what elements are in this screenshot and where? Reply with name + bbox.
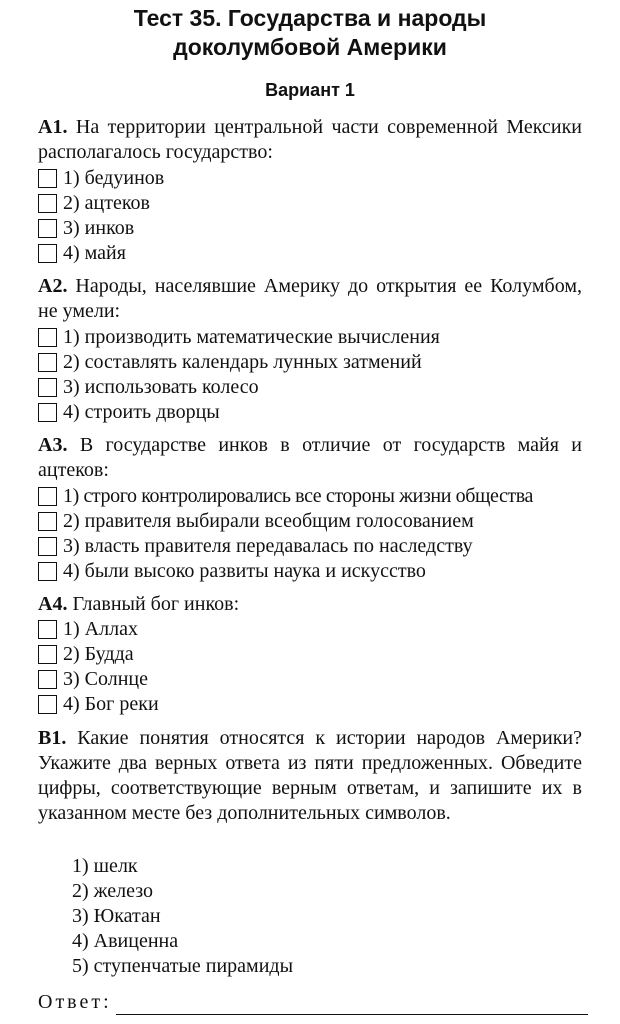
answer-label: Ответ: [38,991,112,1013]
options-a2 [38,325,598,425]
question-a2 [38,274,582,324]
option-label: 2) составлять календарь лунных затмений [63,351,422,373]
b1-choice-5[interactable]: 5) ступенчатые пирамиды [72,955,294,977]
option-label: 2) Будда [63,643,134,665]
checkbox[interactable] [38,378,57,397]
checkbox[interactable] [38,695,57,714]
options-a1 [38,166,598,266]
question-number: А3. [38,434,68,456]
option-a1-3[interactable] [38,216,598,241]
test-title-line2: доколумбовой Америки [173,34,447,60]
option-label: 1) строго контролировались все стороны жизни общества [63,485,534,507]
option-label: 4) строить дворцы [63,401,220,423]
checkbox[interactable] [38,537,57,556]
question-a3 [38,433,582,483]
checkbox[interactable] [38,244,57,263]
option-label: 1) Аллах [63,618,138,640]
option-a4-3[interactable] [38,667,598,692]
option-label: 3) инков [63,217,135,239]
option-label: 3) использовать колесо [63,376,259,398]
checkbox[interactable] [38,194,57,213]
question-a4 [38,592,582,617]
option-a2-4[interactable] [38,400,598,425]
checkbox[interactable] [38,512,57,531]
option-a1-4[interactable] [38,241,598,266]
question-text: В государстве инков в отличие от государств майя и ацтеков: [38,434,582,481]
option-a3-1[interactable] [38,484,598,509]
option-label: 4) были высоко развиты наука и искусство [63,560,426,582]
b1-choice-3[interactable]: 3) Юкатан [72,905,161,927]
answer-field[interactable] [116,995,588,1015]
option-label: 4) майя [63,242,126,264]
question-text: На территории центральной части современной Мексики располагалось государство: [38,116,583,163]
checkbox[interactable] [38,562,57,581]
question-number: А1. [38,116,68,138]
option-a1-1[interactable] [38,166,598,191]
option-a1-2[interactable] [38,191,598,216]
b1-choice-4[interactable]: 4) Авиценна [72,930,179,952]
option-label: 2) ацтеков [63,192,151,214]
option-label: 1) производить математические вычисления [63,326,440,348]
b1-choice-1[interactable]: 1) шелк [72,855,138,877]
answer-row [38,990,588,1015]
option-label: 3) Солнце [63,668,148,690]
option-a4-1[interactable] [38,617,598,642]
option-a3-3[interactable] [38,534,598,559]
option-label: 2) правителя выбирали всеобщим голосованием [63,510,474,532]
option-a4-2[interactable] [38,642,598,667]
question-number: А4. [38,593,68,615]
option-a2-1[interactable] [38,325,598,350]
checkbox[interactable] [38,487,57,506]
option-a2-3[interactable] [38,375,598,400]
option-label: 4) Бог реки [63,693,159,715]
question-number: А2. [38,275,68,297]
b1-choice-2[interactable]: 2) железо [72,880,153,902]
question-text: Главный бог инков: [72,593,240,615]
checkbox[interactable] [38,645,57,664]
question-b1 [38,726,582,826]
option-a3-4[interactable] [38,559,598,584]
checkbox[interactable] [38,219,57,238]
checkbox[interactable] [38,169,57,188]
checkbox[interactable] [38,403,57,422]
option-label: 1) бедуинов [63,167,165,189]
question-text: Народы, населявшие Америку до открытия ее Колумбом, не умели: [38,275,582,322]
options-a3 [38,484,598,584]
option-a3-2[interactable] [38,509,598,534]
question-text: Какие понятия относятся к истории народов Америки? Укажите два верных ответа из пяти предложенных. Обведите цифры, соответствующие верным ответам, и запишите их в указанном месте без дополнительных символов. [38,727,582,824]
option-a2-2[interactable] [38,350,598,375]
option-a4-4[interactable] [38,692,598,717]
checkbox[interactable] [38,620,57,639]
checkbox[interactable] [38,670,57,689]
checkbox[interactable] [38,353,57,372]
checkbox[interactable] [38,328,57,347]
question-number: В1. [38,727,67,749]
b1-choices [72,854,293,979]
option-label: 3) власть правителя передавалась по наследству [63,535,473,557]
options-a4 [38,617,598,717]
test-title-line1: Тест 35. Государства и народы [133,5,487,31]
question-a1 [38,115,582,165]
variant-heading: Вариант 1 [265,80,355,100]
